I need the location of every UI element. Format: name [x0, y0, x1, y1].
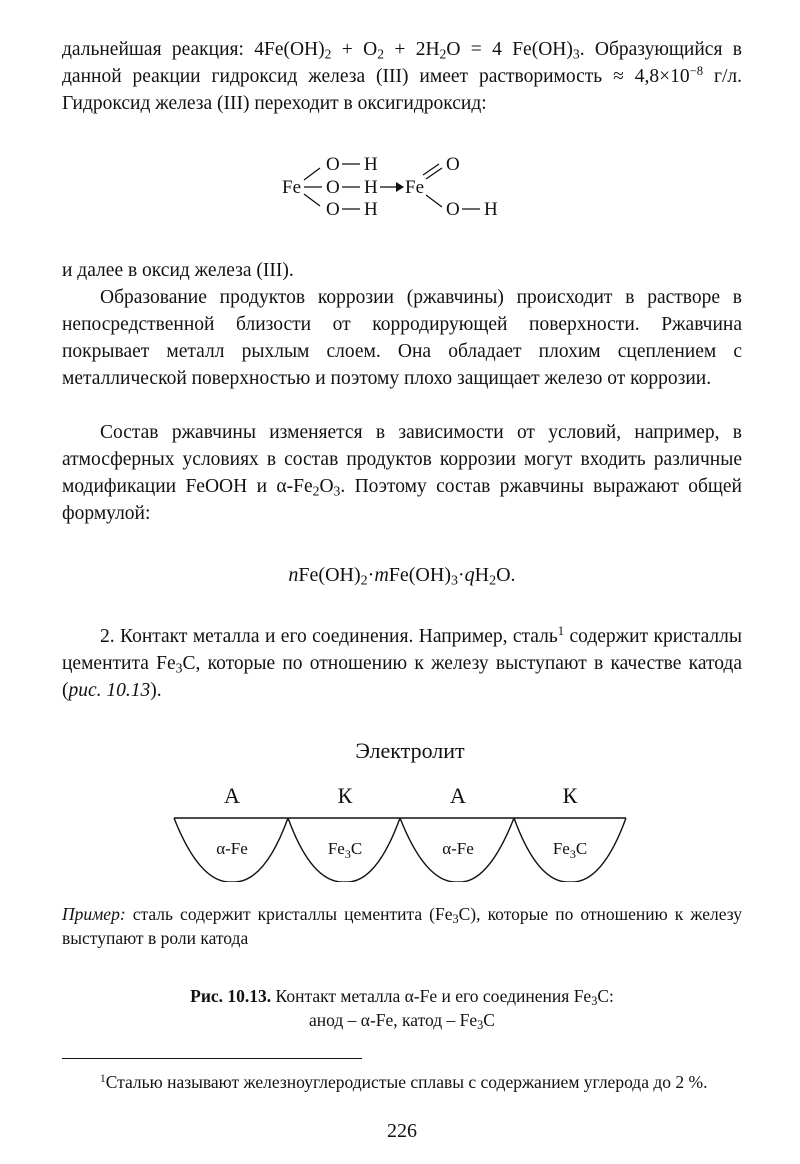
cell-label-alpha-fe-2: α-Fe	[442, 839, 474, 858]
cell-label-fe3c-1: $Fe_3C$	[327, 839, 363, 861]
figure-caption-line-2: анод – α-Fe, катод – $Fe_3C$	[309, 1010, 495, 1033]
label-cathode-1: К	[337, 783, 353, 808]
label-anode-1: А	[224, 783, 240, 808]
paragraph-reaction: дальнейшая реакция: $4Fe(OH)_2 + O_2 + 2H_2O = 4$ $Fe(OH)_3$. Образующийся в данной реакции гидроксид железа (III) имеет растворимость ≈ $4,8\times 10^{-8}$ г/л. Гидроксид железа (III) переходит в оксигидроксид:	[62, 39, 742, 114]
electrolyte-label: Электролит	[355, 738, 465, 763]
paragraph-rust-formation: Образование продуктов коррозии (ржавчины) происходит в растворе в непосредственной близости от корродирующей поверхности. Ржавчина покрывает металл рыхлым слоем. Она обладает плохим сцеплением с металлической поверхностью и поэтому плохо защищает железо от коррозии.	[62, 287, 742, 389]
example-note: Пример: сталь содержит кристаллы цементита $(Fe_3C)$, которые по отношению к железу выступают в роли катода	[62, 904, 742, 948]
paragraph-rust-composition: Состав ржавчины изменяется в зависимости от условий, например, в атмосферных условиях в состав продуктов коррозии могут входить различные модификации FeOOH и $\alpha-Fe_2O_3$. Поэтому состав ржавчины выражают общей формулой:	[62, 422, 742, 524]
cell-label-fe3c-2: $Fe_3C$	[552, 839, 588, 861]
paragraph-contact: 2. Контакт металла и его соединения. Например, сталь$^1$ содержит кристаллы цементита $Fe_3C$, которые по отношению к железу выступают в качестве катода (рис. 10.13).	[62, 624, 742, 701]
fe-left: Fe	[282, 177, 301, 198]
h-hydroxyl: H	[484, 199, 498, 220]
electrolyte-diagram	[170, 732, 640, 882]
arrow-icon	[396, 182, 404, 192]
h-bottom: H	[364, 199, 378, 220]
footnote: $^1$Сталью называют железноуглеродистые сплавы с содержанием углерода до 2 %.	[100, 1072, 708, 1092]
structural-formula	[280, 150, 560, 226]
paragraph-oxide: и далее в оксид железа (III).	[62, 260, 294, 281]
cell-label-alpha-fe-1: α-Fe	[216, 839, 248, 858]
label-cathode-2: К	[562, 783, 578, 808]
o-hydroxyl: O	[446, 199, 460, 220]
label-anode-2: А	[450, 783, 466, 808]
general-formula: $nFe(OH)_2\cdot mFe(OH)_3\cdot qH_2O$.	[288, 564, 516, 589]
h-top: H	[364, 154, 378, 175]
page-number: 226	[387, 1120, 417, 1142]
o-middle: O	[326, 177, 340, 198]
h-middle: H	[364, 177, 378, 198]
figure-caption	[62, 984, 742, 1032]
footnote-separator	[62, 1058, 362, 1059]
fe-right: Fe	[405, 177, 424, 198]
figure-caption-line-1: Рис. 10.13. Контакт металла α-Fe и его соединения $Fe_3C$:	[190, 986, 614, 1009]
o-top: O	[326, 154, 340, 175]
o-bottom: O	[326, 199, 340, 220]
o-double: O	[446, 154, 460, 175]
